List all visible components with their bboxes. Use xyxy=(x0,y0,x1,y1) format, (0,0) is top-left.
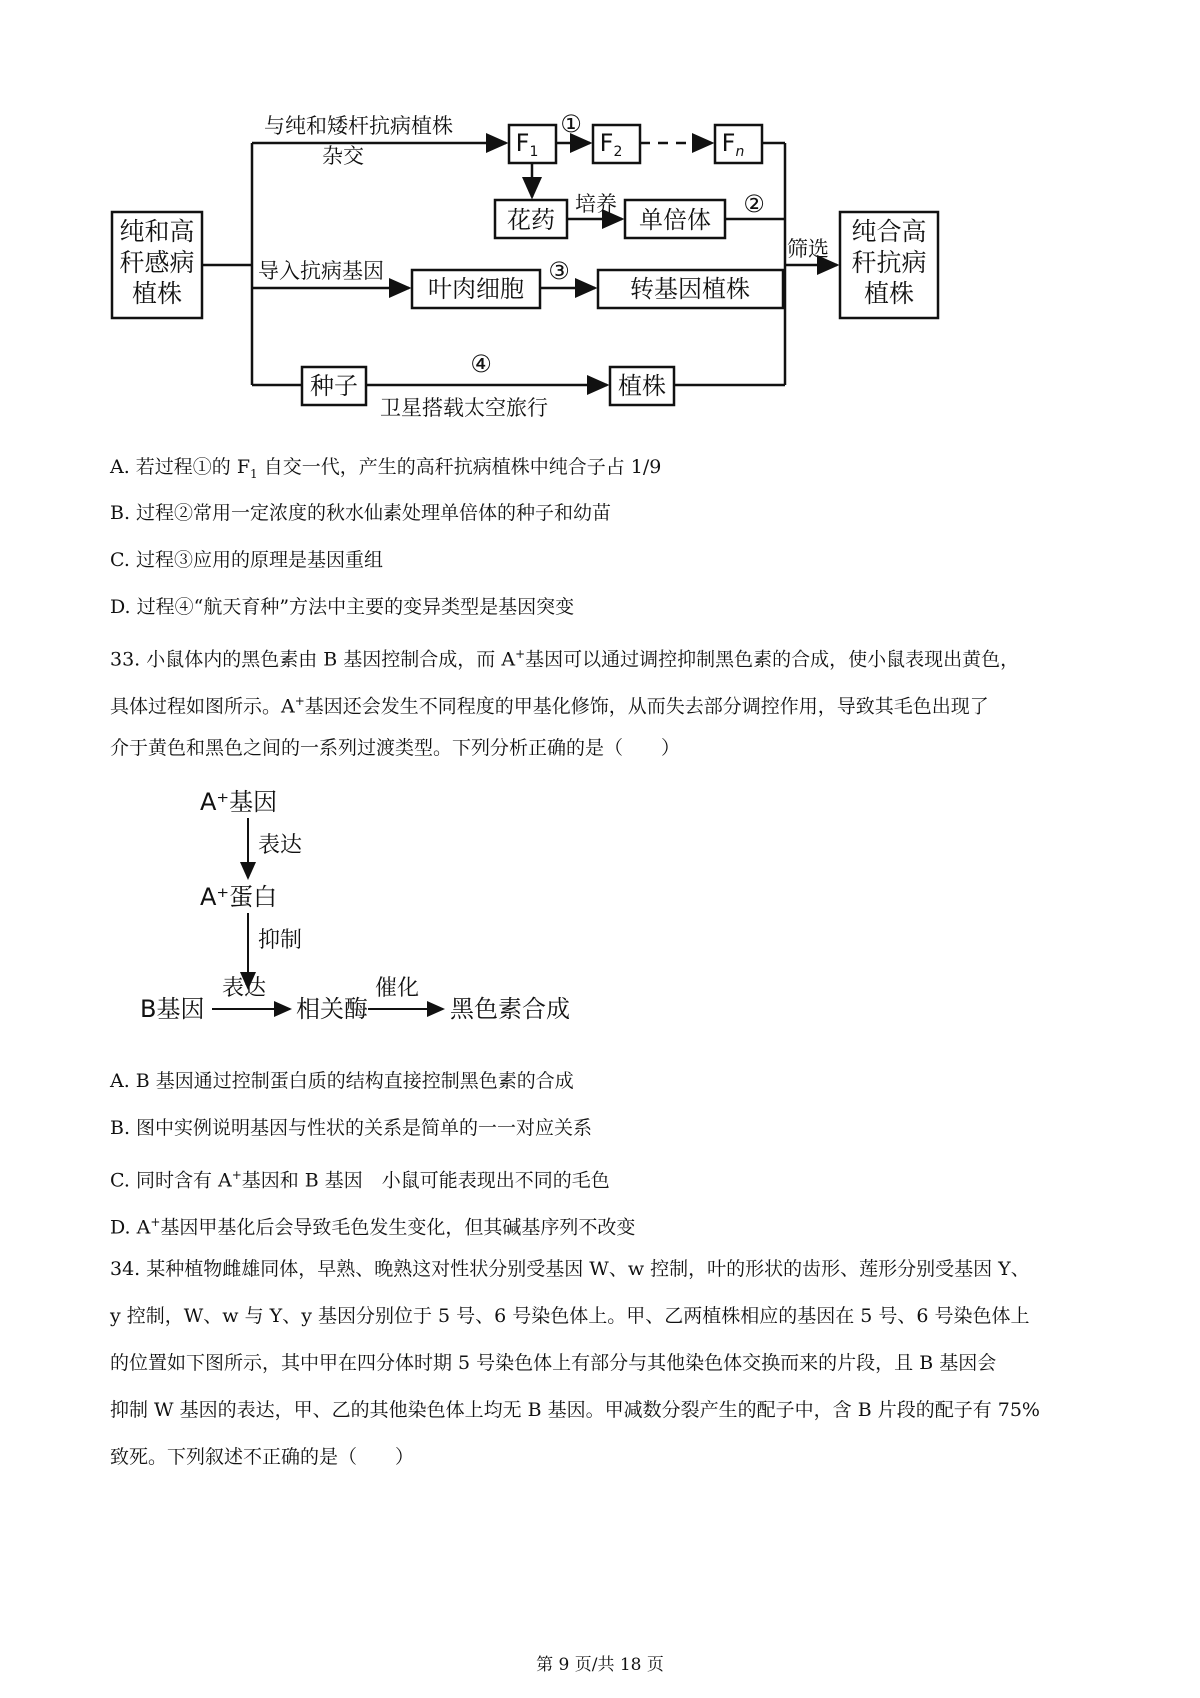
q33-option-a: A. B 基因通过控制蛋白质的结构直接控制黑色素的合成 xyxy=(110,1070,574,1092)
melanin-label: 黑色素合成 xyxy=(450,995,570,1023)
cross-label-1: 与纯和矮杆抗病植株 xyxy=(264,114,453,138)
haploid-text: 单倍体 xyxy=(639,206,711,234)
start-box-line3: 植株 xyxy=(131,279,183,308)
gene-pathway-diagram xyxy=(0,780,1200,1040)
q33-option-d: D. A+基因甲基化后会导致毛色发生变化，但其碱基序列不改变 xyxy=(110,1215,636,1239)
q32-option-d: D. 过程④“航天育种”方法中主要的变异类型是基因突变 xyxy=(110,596,575,618)
a-protein-label: A⁺蛋白 xyxy=(200,883,278,911)
culture-label: 培养 xyxy=(575,192,617,216)
gene-import-label: 导入抗病基因 xyxy=(258,259,384,283)
q33-option-c: C. 同时含有 A+基因和 B 基因 小鼠可能表现出不同的毛色 xyxy=(110,1168,610,1192)
transgenic-text: 转基因植株 xyxy=(630,275,750,303)
step2-marker: ② xyxy=(743,190,765,218)
q34-stem-line4: 抑制 W 基因的表达，甲、乙的其他染色体上均无 B 基因。甲减数分裂产生的配子中，含 B 片段的配子有 75% xyxy=(110,1399,1040,1421)
satellite-label: 卫星搭载太空旅行 xyxy=(380,396,548,420)
catalyze-label: 催化 xyxy=(375,976,420,1001)
cross-label-2: 杂交 xyxy=(322,144,364,168)
q33-stem-line3: 介于黄色和黑色之间的一系列过渡类型。下列分析正确的是（ ） xyxy=(110,737,681,759)
q33-stem-line1: 33. 小鼠体内的黑色素由 B 基因控制合成，而 A+基因可以通过调控抑制黑色素的合成，使小鼠表现出黄色， xyxy=(110,647,1020,671)
q34-stem-line1: 34. 某种植物雌雄同体，早熟、晚熟这对性状分别受基因 W、w 控制，叶的形状的齿形、莲形分别受基因 Y、 xyxy=(110,1258,1030,1280)
step4-marker: ④ xyxy=(470,350,492,378)
page-footer: 第 9 页/共 18 页 xyxy=(536,1655,664,1675)
step1-marker: ① xyxy=(560,110,582,138)
mesophyll-text: 叶肉细胞 xyxy=(428,275,524,303)
express-label-2: 表达 xyxy=(222,976,267,1001)
enzyme-label: 相关酶 xyxy=(296,995,368,1023)
fn-text: $F_n$ xyxy=(721,129,745,160)
a-gene-label: A⁺基因 xyxy=(200,788,278,816)
q34-stem-line2: y 控制，W、w 与 Y、y 基因分别位于 5 号、6 号染色体上。甲、乙两植株相应的基因在 5 号、6 号染色体上 xyxy=(110,1305,1030,1327)
q34-stem-line3: 的位置如下图所示，其中甲在四分体时期 5 号染色体上有部分与其他染色体交换而来的片段，且 B 基因会 xyxy=(110,1352,997,1374)
b-gene-label: B基因 xyxy=(140,995,205,1023)
q32-option-a: A. 若过程①的 $F_1$ 自交一代，产生的高秆抗病植株中纯合子占 1/9 xyxy=(110,456,662,481)
seed-text: 种子 xyxy=(310,372,358,400)
q33-option-b: B. 图中实例说明基因与性状的关系是简单的一一对应关系 xyxy=(110,1117,593,1139)
screening-label: 筛选 xyxy=(787,237,829,261)
inhibit-label: 抑制 xyxy=(258,928,303,953)
end-box-line3: 植株 xyxy=(863,279,915,308)
q33-stem-line2: 具体过程如图所示。A+基因还会发生不同程度的甲基化修饰，从而失去部分调控作用，导致其毛色出现了 xyxy=(110,694,989,718)
q32-option-b: B. 过程②常用一定浓度的秋水仙素处理单倍体的种子和幼苗 xyxy=(110,502,612,524)
end-box-line1: 纯合高 xyxy=(851,217,927,246)
q34-stem-line5: 致死。下列叙述不正确的是（ ） xyxy=(110,1446,415,1468)
f1-text: $F_1$ xyxy=(515,129,539,160)
express-label-1: 表达 xyxy=(258,833,303,858)
start-box-line1: 纯和高 xyxy=(119,217,195,246)
breeding-flowchart xyxy=(0,0,1200,430)
anther-text: 花药 xyxy=(507,206,555,234)
start-box-line2: 秆感病 xyxy=(119,248,195,277)
q32-option-c: C. 过程③应用的原理是基因重组 xyxy=(110,549,383,571)
f2-text: $F_2$ xyxy=(599,129,623,160)
step3-marker: ③ xyxy=(548,257,570,285)
plant-text: 植株 xyxy=(618,372,666,400)
end-box-line2: 秆抗病 xyxy=(851,248,927,277)
